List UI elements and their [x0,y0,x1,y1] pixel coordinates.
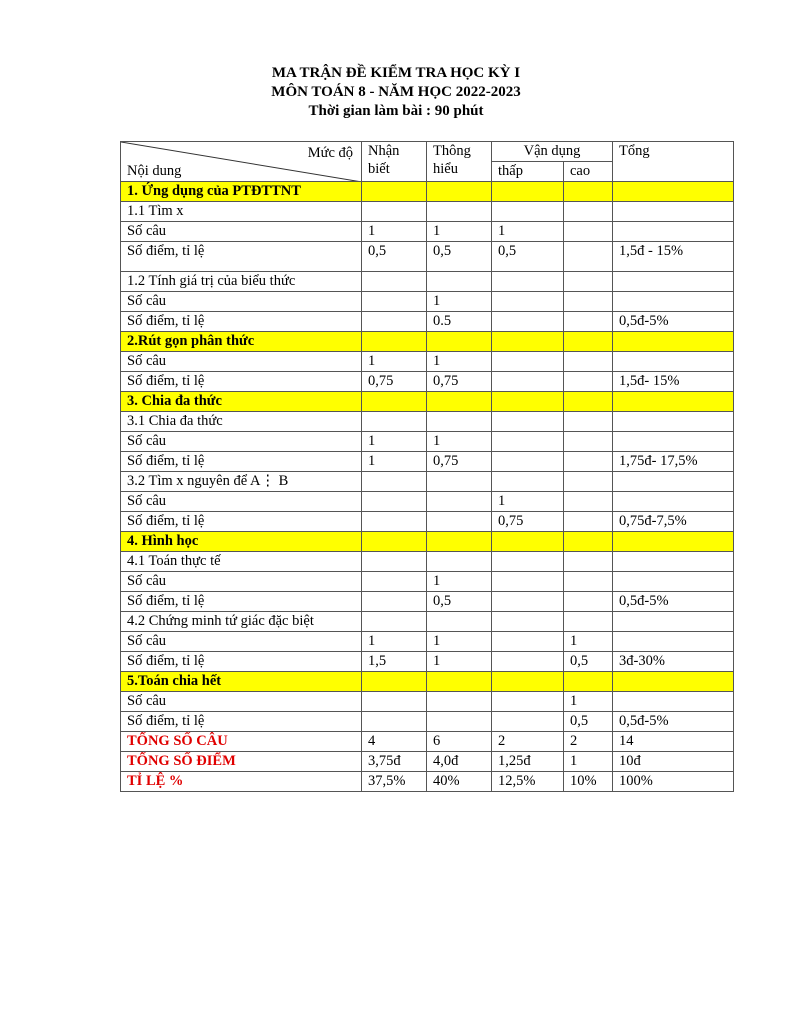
cell-van-dung-cao [564,512,613,532]
cell-nhan-biet [362,272,427,292]
cell-van-dung-thap [492,532,564,552]
section-row [121,182,734,202]
cell-van-dung-cao [564,492,613,512]
cell-van-dung-thap: 0,75 [492,512,564,532]
cell-tong: 10đ [613,752,734,772]
cell-van-dung-cao [564,472,613,492]
cell-nhan-biet [362,552,427,572]
cell-tong: 14 [613,732,734,752]
cell-nhan-biet: 0,5 [362,242,427,272]
cell-thong-hieu [427,332,492,352]
cell-van-dung-thap: 1 [492,492,564,512]
exam-matrix-table [120,141,734,792]
cell-van-dung-cao [564,332,613,352]
row-label: 4. Hình học [121,532,362,552]
row-label: Số điểm, tỉ lệ [121,372,362,392]
header-thap: thấp [492,162,564,182]
cell-thong-hieu [427,182,492,202]
cell-van-dung-thap [492,552,564,572]
document-title-line-2: MÔN TOÁN 8 - NĂM HỌC 2022-2023 [271,84,521,100]
cell-van-dung-cao: 1 [564,692,613,712]
cell-thong-hieu [427,412,492,432]
cell-tong [613,352,734,372]
cell-van-dung-thap: 0,5 [492,242,564,272]
row-label: TỈ LỆ % [121,772,362,792]
table-row [121,552,734,572]
cell-thong-hieu [427,512,492,532]
table-row [121,632,734,652]
table-row [121,292,734,312]
cell-tong [613,492,734,512]
total-row [121,772,734,792]
header-row-1 [121,142,734,162]
row-label: Số câu [121,572,362,592]
content-header-label: Nội dung [127,163,182,179]
cell-van-dung-thap [492,352,564,372]
cell-van-dung-cao [564,592,613,612]
header-nhan-biet [362,142,427,182]
cell-nhan-biet [362,292,427,312]
cell-tong: 1,5đ- 15% [613,372,734,392]
cell-thong-hieu: 0,5 [427,242,492,272]
cell-van-dung-cao [564,392,613,412]
cell-van-dung-thap [492,432,564,452]
row-label: 3.1 Chia đa thức [121,412,362,432]
table-row [121,352,734,372]
cell-nhan-biet [362,392,427,412]
cell-tong [613,472,734,492]
cell-nhan-biet: 1 [362,452,427,472]
table-row [121,432,734,452]
cell-van-dung-cao [564,532,613,552]
row-label: 5.Toán chia hết [121,672,362,692]
row-label: 1. Ứng dụng của PTĐTTNT [121,182,362,202]
cell-van-dung-thap [492,472,564,492]
cell-thong-hieu: 1 [427,632,492,652]
document-title-line-1: MA TRẬN ĐỀ KIỂM TRA HỌC KỲ I [271,65,521,81]
row-label: Số câu [121,352,362,372]
cell-thong-hieu [427,492,492,512]
cell-nhan-biet [362,672,427,692]
cell-thong-hieu: 0.5 [427,312,492,332]
cell-tong: 0,75đ-7,5% [613,512,734,532]
cell-thong-hieu [427,392,492,412]
cell-nhan-biet: 3,75đ [362,752,427,772]
cell-van-dung-thap [492,612,564,632]
section-row [121,392,734,412]
row-label: Số điểm, tỉ lệ [121,592,362,612]
cell-van-dung-cao [564,432,613,452]
cell-tong [613,672,734,692]
cell-tong [613,412,734,432]
row-label: 2.Rút gọn phân thức [121,332,362,352]
header-tong: Tổng [613,142,734,182]
cell-nhan-biet [362,692,427,712]
cell-van-dung-cao [564,182,613,202]
row-label: 4.2 Chứng minh tứ giác đặc biệt [121,612,362,632]
cell-tong [613,202,734,222]
cell-van-dung-cao [564,292,613,312]
cell-van-dung-cao [564,372,613,392]
row-label: Số điểm, tỉ lệ [121,242,362,272]
header-nhan-biet-line1: Nhận [368,143,400,159]
cell-tong: 0,5đ-5% [613,592,734,612]
table-row [121,692,734,712]
diagonal-header-cell [121,142,362,182]
cell-van-dung-cao [564,272,613,292]
row-label: TỔNG SỐ CÂU [121,732,362,752]
cell-nhan-biet [362,202,427,222]
row-label: Số điểm, tỉ lệ [121,712,362,732]
cell-thong-hieu [427,272,492,292]
cell-van-dung-cao: 0,5 [564,712,613,732]
level-header-label: Mức độ [307,145,353,161]
cell-nhan-biet [362,512,427,532]
cell-nhan-biet [362,712,427,732]
row-label: TỔNG SỐ ĐIỂM [121,752,362,772]
cell-van-dung-thap [492,312,564,332]
cell-tong [613,692,734,712]
cell-thong-hieu: 0,75 [427,372,492,392]
cell-nhan-biet [362,332,427,352]
cell-van-dung-thap [492,332,564,352]
cell-van-dung-thap: 1 [492,222,564,242]
table-row [121,612,734,632]
cell-tong [613,572,734,592]
cell-van-dung-thap: 12,5% [492,772,564,792]
cell-thong-hieu: 6 [427,732,492,752]
cell-nhan-biet: 1 [362,222,427,242]
cell-van-dung-thap [492,632,564,652]
cell-van-dung-cao [564,452,613,472]
section-row [121,332,734,352]
row-label: 1.1 Tìm x [121,202,362,222]
row-label: Số điểm, tỉ lệ [121,452,362,472]
row-label: 3.2 Tìm x nguyên để A⋮ B [121,472,362,492]
row-label: Số điểm, tỉ lệ [121,512,362,532]
cell-nhan-biet [362,472,427,492]
cell-van-dung-thap [492,452,564,472]
cell-thong-hieu [427,612,492,632]
row-label: 4.1 Toán thực tế [121,552,362,572]
header-thong-hieu [427,142,492,182]
cell-van-dung-thap: 2 [492,732,564,752]
cell-tong: 1,5đ - 15% [613,242,734,272]
cell-van-dung-cao: 10% [564,772,613,792]
cell-van-dung-cao [564,552,613,572]
cell-thong-hieu: 1 [427,222,492,242]
table-row [121,512,734,532]
cell-van-dung-cao [564,672,613,692]
cell-nhan-biet: 1,5 [362,652,427,672]
cell-thong-hieu: 1 [427,432,492,452]
table-row [121,492,734,512]
cell-van-dung-thap [492,672,564,692]
cell-nhan-biet [362,312,427,332]
row-label: Số câu [121,432,362,452]
header-thong-hieu-line2: hiểu [433,161,458,177]
cell-thong-hieu: 0,5 [427,592,492,612]
cell-tong [613,392,734,412]
cell-thong-hieu: 4,0đ [427,752,492,772]
cell-nhan-biet [362,412,427,432]
cell-thong-hieu [427,692,492,712]
cell-van-dung-thap [492,712,564,732]
cell-thong-hieu: 40% [427,772,492,792]
cell-nhan-biet [362,572,427,592]
cell-van-dung-cao: 0,5 [564,652,613,672]
cell-tong: 3đ-30% [613,652,734,672]
table-row [121,312,734,332]
cell-van-dung-cao [564,312,613,332]
cell-tong [613,332,734,352]
cell-van-dung-thap [492,412,564,432]
cell-tong: 1,75đ- 17,5% [613,452,734,472]
table-row [121,652,734,672]
cell-tong [613,552,734,572]
cell-van-dung-thap [492,652,564,672]
cell-thong-hieu [427,532,492,552]
cell-van-dung-cao: 1 [564,752,613,772]
row-label: Số điểm, tỉ lệ [121,652,362,672]
table-row [121,712,734,732]
row-label: 1.2 Tính giá trị của biểu thức [121,272,362,292]
cell-van-dung-thap [492,272,564,292]
table-row [121,222,734,242]
cell-tong [613,292,734,312]
section-row [121,532,734,552]
cell-thong-hieu [427,472,492,492]
cell-thong-hieu [427,672,492,692]
table-row [121,372,734,392]
cell-tong [613,222,734,242]
cell-nhan-biet: 1 [362,632,427,652]
cell-van-dung-cao [564,222,613,242]
cell-tong [613,272,734,292]
cell-nhan-biet: 4 [362,732,427,752]
cell-van-dung-thap [492,202,564,222]
cell-thong-hieu [427,712,492,732]
table-row [121,452,734,472]
cell-nhan-biet: 1 [362,352,427,372]
cell-nhan-biet [362,492,427,512]
cell-thong-hieu: 1 [427,652,492,672]
row-label: Số câu [121,492,362,512]
cell-van-dung-cao: 2 [564,732,613,752]
cell-thong-hieu [427,202,492,222]
cell-nhan-biet: 0,75 [362,372,427,392]
cell-van-dung-cao [564,242,613,272]
cell-van-dung-thap [492,392,564,412]
cell-van-dung-thap [492,372,564,392]
cell-thong-hieu: 0,75 [427,452,492,472]
cell-van-dung-thap [492,692,564,712]
cell-nhan-biet [362,592,427,612]
total-row [121,732,734,752]
cell-van-dung-cao [564,412,613,432]
table-row [121,272,734,292]
cell-van-dung-thap [492,572,564,592]
cell-van-dung-cao [564,612,613,632]
section-row [121,672,734,692]
document-title-line-3: Thời gian làm bài : 90 phút [308,103,484,119]
cell-thong-hieu: 1 [427,352,492,372]
cell-van-dung-cao: 1 [564,632,613,652]
matrix-body [121,182,734,792]
table-row [121,412,734,432]
cell-nhan-biet: 37,5% [362,772,427,792]
row-label: Số câu [121,692,362,712]
header-cao: cao [564,162,613,182]
table-row [121,572,734,592]
row-label: 3. Chia đa thức [121,392,362,412]
cell-thong-hieu: 1 [427,292,492,312]
cell-thong-hieu: 1 [427,572,492,592]
cell-tong [613,612,734,632]
header-van-dung: Vận dụng [492,142,613,162]
cell-nhan-biet: 1 [362,432,427,452]
table-row [121,592,734,612]
header-thong-hieu-line1: Thông [433,143,471,159]
cell-van-dung-thap [492,292,564,312]
cell-tong [613,632,734,652]
cell-van-dung-cao [564,202,613,222]
total-row [121,752,734,772]
cell-nhan-biet [362,532,427,552]
cell-van-dung-thap [492,182,564,202]
cell-tong: 100% [613,772,734,792]
row-label: Số câu [121,632,362,652]
row-label: Số câu [121,292,362,312]
cell-thong-hieu [427,552,492,572]
cell-tong [613,432,734,452]
cell-tong: 0,5đ-5% [613,712,734,732]
row-label: Số điểm, tỉ lệ [121,312,362,332]
cell-tong: 0,5đ-5% [613,312,734,332]
cell-van-dung-cao [564,352,613,372]
cell-van-dung-thap: 1,25đ [492,752,564,772]
cell-nhan-biet [362,612,427,632]
table-row [121,242,734,272]
cell-nhan-biet [362,182,427,202]
table-row [121,472,734,492]
cell-tong [613,532,734,552]
row-label: Số câu [121,222,362,242]
table-row [121,202,734,222]
header-nhan-biet-line2: biết [368,161,390,177]
cell-van-dung-thap [492,592,564,612]
cell-tong [613,182,734,202]
cell-van-dung-cao [564,572,613,592]
